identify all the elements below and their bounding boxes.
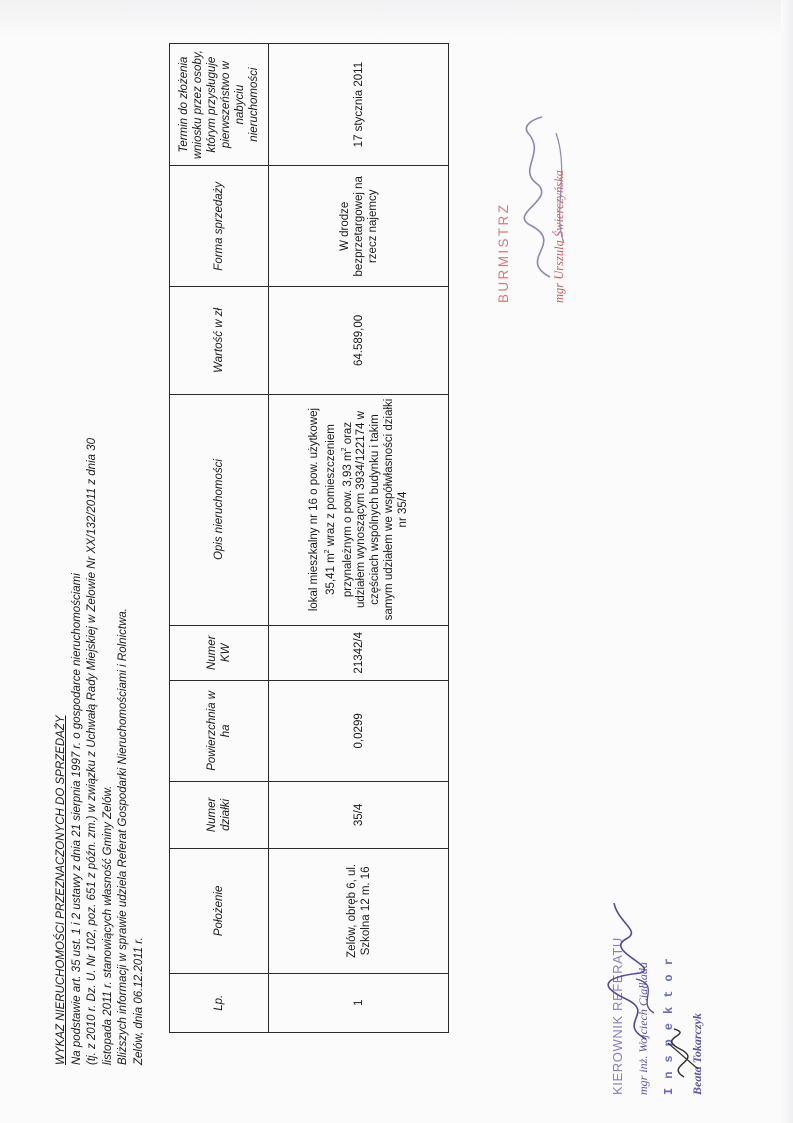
header-line-3: listopada 2011 r. stanowiących własność Gminy Zelów. <box>101 785 114 1065</box>
header-forma: Forma sprzedaży <box>170 166 269 287</box>
cell-opis <box>269 394 449 625</box>
cell-lp: 1 <box>269 973 449 1032</box>
inspektor-stamp-name: Beata Tokarczyk <box>690 1013 704 1095</box>
burmistrz-stamp-name: mgr Urszula Świerczyńska <box>552 170 566 303</box>
header-line-5: Zelów, dnia 06.12.2011 r. <box>132 937 145 1065</box>
header-lp: Lp. <box>170 973 269 1032</box>
cell-numer-dzialki: 35/4 <box>269 781 449 849</box>
kierownik-stamp-name: mgr inż. Wojciech Ciałkada <box>636 962 650 1095</box>
header-polozenie: Położenie <box>170 849 269 973</box>
kierownik-signature <box>596 893 666 1043</box>
header-line-4: Bliższych informacji w sprawie udziela Referat Gospodarki Nieruchomościami i Rolnictwa. <box>117 608 129 1065</box>
opis-superscript-2: 2 <box>340 447 348 452</box>
inspektor-stamp-title: Inspektor <box>662 949 676 1095</box>
cell-wartosc: 64.589,00 <box>269 287 449 394</box>
opis-part-1: lokal mieszkalny nr 16 o pow. użytkowej 35,41 m <box>307 407 337 612</box>
document-title: WYKAZ NIERUCHOMOŚCI PRZEZNACZONYCH DO SPRZEDAŻY <box>55 715 67 1065</box>
header-line-2: (tj. z 2010 r. Dz. U. Nr 102, poz. 651 z późn. zm.) w związku z Uchwałą Rady Miejskiej w Zelowie Nr XX/132/2011 z dnia 30 <box>86 437 98 1065</box>
burmistrz-signature <box>506 113 576 283</box>
opis-superscript-1: 2 <box>323 549 331 554</box>
header-numer-kw: Numer KW <box>170 625 269 680</box>
cell-termin: 17 stycznia 2011 <box>269 44 449 166</box>
opis-part-2: wraz z pomieszczeniem przynależnym o pow. 3,93 m <box>324 424 354 598</box>
document-header <box>54 165 147 1065</box>
table-header-row <box>170 44 269 1033</box>
inspektor-signature <box>654 1023 714 1083</box>
header-numer-dzialki: Numer działki <box>170 781 269 849</box>
header-line-1: Na podstawie art. 35 ust. 1 i 2 ustawy z dnia 21 sierpnia 1997 r. o gospodarce nieruchomościami <box>70 573 83 1065</box>
table-row <box>269 44 449 1033</box>
cell-polozenie: Zelów, obręb 6, ul. Szkolna 12 m. 16 <box>269 849 449 973</box>
burmistrz-stamp <box>496 63 636 363</box>
cell-forma: W drodze bezprzetargowej na rzecz najemcy <box>269 166 449 287</box>
cell-numer-kw: 21342/4 <box>269 625 449 680</box>
header-opis: Opis nieruchomości <box>170 394 269 625</box>
header-termin: Termin do złożenia wniosku przez osoby, którym przysługuje pierwszeństwo w nabyciu nieruchomości <box>170 44 269 166</box>
opis-part-3: oraz udziałem wynoszącym 3934/122174 w częściach wspólnych budynku i takim samym udziałem we współwłasności działki nr 35/4 <box>341 398 410 621</box>
kierownik-stamp-title: KIEROWNIK REFERATU <box>610 937 625 1095</box>
property-table <box>169 43 449 1033</box>
header-wartosc: Wartość w zł <box>170 287 269 394</box>
kierownik-stamp <box>610 703 790 1103</box>
cell-powierzchnia: 0,0299 <box>269 681 449 782</box>
header-powierzchnia: Powierzchnia w ha <box>170 681 269 782</box>
burmistrz-stamp-title: BURMISTRZ <box>496 202 511 303</box>
